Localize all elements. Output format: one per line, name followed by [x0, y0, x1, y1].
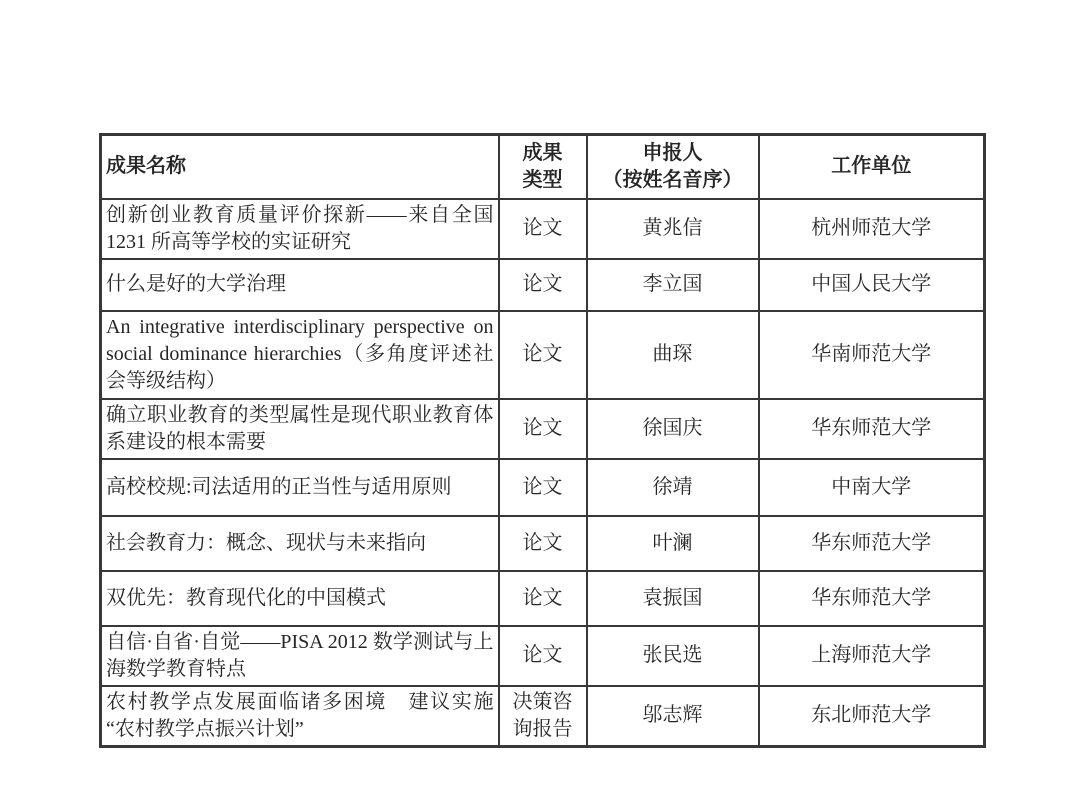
cell-achievement-type: 论文 [499, 459, 587, 516]
cell-work-unit: 上海师范大学 [759, 626, 985, 686]
cell-achievement-name: 自信·自省·自觉——PISA 2012 数学测试与上海数学教育特点 [101, 626, 499, 686]
table-body [101, 199, 985, 747]
cell-work-unit: 华南师范大学 [759, 311, 985, 399]
cell-achievement-name: 创新创业教育质量评价探新——来自全国 1231 所高等学校的实证研究 [101, 199, 499, 259]
cell-achievement-type: 论文 [499, 199, 587, 259]
cell-achievement-name: 双优先：教育现代化的中国模式 [101, 571, 499, 626]
cell-achievement-type: 论文 [499, 399, 587, 459]
table-row [101, 259, 985, 311]
col-header-type-line1: 成果 [522, 141, 563, 164]
cell-applicant-name: 邬志辉 [587, 686, 759, 747]
cell-work-unit: 东北师范大学 [759, 686, 985, 747]
col-header-applicant-line2: （按姓名音序） [602, 168, 743, 191]
table-row [101, 199, 985, 259]
cell-achievement-name: 什么是好的大学治理 [101, 259, 499, 311]
cell-achievement-type: 论文 [499, 516, 587, 571]
cell-applicant-name: 叶澜 [587, 516, 759, 571]
col-header-org: 工作单位 [759, 135, 985, 199]
cell-applicant-name: 徐国庆 [587, 399, 759, 459]
cell-work-unit: 杭州师范大学 [759, 199, 985, 259]
cell-achievement-type: 论文 [499, 571, 587, 626]
table-row [101, 399, 985, 459]
table-row [101, 516, 985, 571]
cell-achievement-type: 论文 [499, 259, 587, 311]
col-header-applicant-line1: 申报人 [642, 141, 703, 164]
cell-achievement-name: 确立职业教育的类型属性是现代职业教育体系建设的根本需要 [101, 399, 499, 459]
header-row [101, 135, 985, 199]
table-header [101, 135, 985, 199]
table-row [101, 311, 985, 399]
cell-work-unit: 华东师范大学 [759, 399, 985, 459]
cell-work-unit: 中国人民大学 [759, 259, 985, 311]
cell-work-unit: 中南大学 [759, 459, 985, 516]
cell-achievement-name: An integrative interdisciplinary perspective on social dominance hierarchies（多角度评述社会等级结构） [101, 311, 499, 399]
cell-achievement-type: 论文 [499, 626, 587, 686]
col-header-type [499, 135, 587, 199]
results-table [99, 133, 986, 748]
col-header-type-line2: 类型 [522, 168, 563, 191]
cell-work-unit: 华东师范大学 [759, 571, 985, 626]
cell-work-unit: 华东师范大学 [759, 516, 985, 571]
table-row [101, 459, 985, 516]
cell-achievement-type: 决策咨询报告 [499, 686, 587, 747]
cell-applicant-name: 张民选 [587, 626, 759, 686]
cell-applicant-name: 李立国 [587, 259, 759, 311]
table-row [101, 626, 985, 686]
cell-achievement-name: 社会教育力：概念、现状与未来指向 [101, 516, 499, 571]
col-header-applicant [587, 135, 759, 199]
cell-applicant-name: 袁振国 [587, 571, 759, 626]
cell-achievement-name: 高校校规:司法适用的正当性与适用原则 [101, 459, 499, 516]
cell-achievement-name: 农村教学点发展面临诸多困境 建议实施“农村教学点振兴计划” [101, 686, 499, 747]
col-header-name: 成果名称 [101, 135, 499, 199]
cell-applicant-name: 黄兆信 [587, 199, 759, 259]
cell-applicant-name: 徐靖 [587, 459, 759, 516]
table-row [101, 686, 985, 747]
cell-applicant-name: 曲琛 [587, 311, 759, 399]
table-row [101, 571, 985, 626]
cell-achievement-type: 论文 [499, 311, 587, 399]
